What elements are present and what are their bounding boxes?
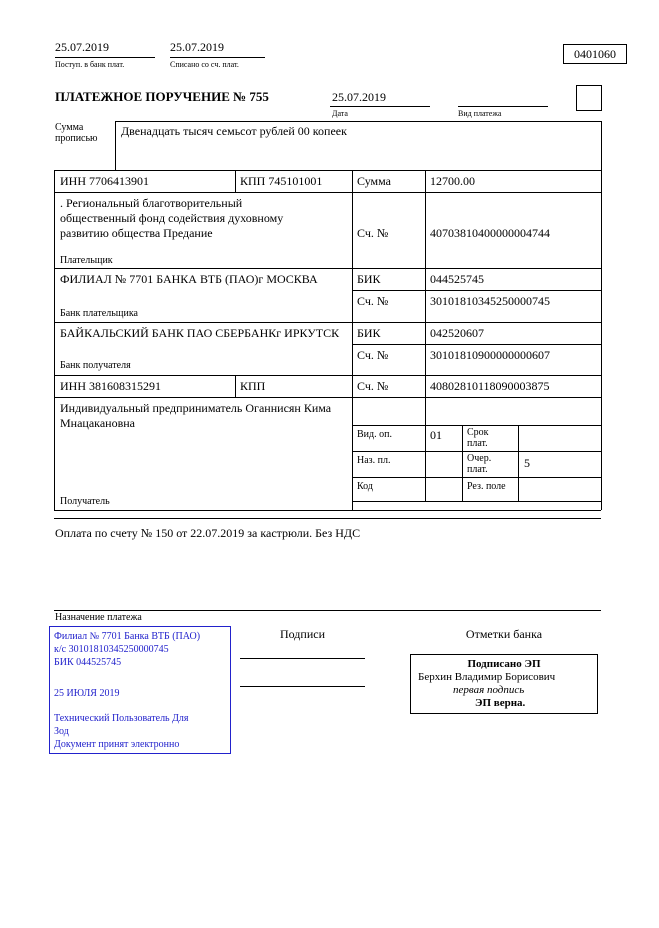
signature-line bbox=[240, 686, 365, 687]
amount-label: Сумма bbox=[357, 174, 391, 188]
pay-term-label: Срок плат. bbox=[467, 427, 489, 449]
debited-from-account-label: Списано со сч. плат. bbox=[170, 60, 239, 69]
table-border-line bbox=[54, 322, 601, 323]
table-border-line bbox=[352, 344, 601, 345]
ep-signer-role: первая подпись bbox=[453, 684, 525, 696]
debited-from-account-date: 25.07.2019 bbox=[170, 40, 224, 54]
code-label: Код bbox=[357, 481, 373, 492]
payer-bank-account: 30101810345250000745 bbox=[430, 294, 550, 308]
document-date: 25.07.2019 bbox=[332, 90, 386, 104]
payee-bank-account: 30101810900000000607 bbox=[430, 348, 550, 362]
payment-kind-underline bbox=[458, 106, 548, 107]
amount-value: 12700.00 bbox=[430, 174, 475, 188]
document-title: ПЛАТЕЖНОЕ ПОРУЧЕНИЕ № 755 bbox=[55, 89, 269, 104]
purpose-bottom-line bbox=[54, 610, 601, 611]
payee-bank-bik: 042520607 bbox=[430, 326, 484, 340]
table-border-line bbox=[54, 375, 601, 376]
purpose-code-label: Наз. пл. bbox=[357, 455, 391, 466]
table-border-line bbox=[54, 170, 55, 510]
stamp-line: БИК 044525745 bbox=[54, 657, 122, 668]
op-kind-label: Вид. оп. bbox=[357, 429, 392, 440]
electronic-signature-box bbox=[410, 654, 598, 714]
op-kind-value: 01 bbox=[430, 428, 442, 442]
payee-bank-section-label: Банк получателя bbox=[60, 360, 131, 371]
document-date-underline bbox=[330, 106, 430, 107]
received-in-bank-date: 25.07.2019 bbox=[55, 40, 109, 54]
table-border-line bbox=[235, 375, 236, 397]
bank-electronic-stamp bbox=[49, 626, 231, 754]
table-border-line bbox=[352, 501, 601, 502]
payee-section-label: Получатель bbox=[60, 496, 110, 507]
table-border-line bbox=[601, 121, 602, 510]
table-border-line bbox=[352, 425, 601, 426]
payment-purpose-text: Оплата по счету № 150 от 22.07.2019 за кастрюли. Без НДС bbox=[55, 526, 361, 540]
payer-kpp: КПП 745101001 bbox=[240, 174, 323, 188]
payee-bank-name: БАЙКАЛЬСКИЙ БАНК ПАО СБЕРБАНКг ИРКУТСК bbox=[60, 326, 340, 340]
table-border-line bbox=[54, 170, 601, 171]
payment-purpose-label: Назначение платежа bbox=[55, 612, 142, 623]
form-code: 0401060 bbox=[574, 47, 616, 61]
payer-account-label: Сч. № bbox=[357, 226, 389, 240]
ep-signed-title: Подписано ЭП bbox=[467, 658, 541, 670]
payee-name: Индивидуальный предприниматель Оганнисян Кима Мнацакановна bbox=[60, 401, 332, 430]
table-border-line bbox=[54, 268, 601, 269]
table-border-line bbox=[352, 290, 601, 291]
payment-kind-box bbox=[576, 85, 602, 111]
payment-kind-label: Вид платежа bbox=[458, 109, 502, 118]
amount-in-words-value: Двенадцать тысяч семьсот рублей 00 копеек bbox=[121, 124, 347, 138]
payer-bank-name: ФИЛИАЛ № 7701 БАНКА ВТБ (ПАО)г МОСКВА bbox=[60, 272, 318, 286]
stamp-line: Технический Пользователь Для bbox=[54, 713, 189, 724]
table-border-line bbox=[425, 170, 426, 501]
payer-bank-bik: 044525745 bbox=[430, 272, 484, 286]
ep-verdict: ЭП верна. bbox=[475, 697, 526, 709]
payer-bank-account-label: Сч. № bbox=[357, 294, 389, 308]
ep-signer-name: Берхин Владимир Борисович bbox=[418, 671, 556, 683]
payee-inn: ИНН 381608315291 bbox=[60, 379, 161, 393]
table-border-line bbox=[518, 425, 519, 501]
table-border-line bbox=[352, 477, 601, 478]
payee-account-label: Сч. № bbox=[357, 379, 389, 393]
payer-inn: ИНН 7706413901 bbox=[60, 174, 149, 188]
payer-name: . Региональный благотворительный общественный фонд содействия духовному развитию общества Предание bbox=[60, 196, 284, 240]
payer-bank-bik-label: БИК bbox=[357, 272, 381, 286]
table-border-line bbox=[462, 425, 463, 501]
reserve-field-label: Рез. поле bbox=[467, 481, 506, 492]
table-border-line bbox=[54, 397, 601, 398]
payee-bank-bik-label: БИК bbox=[357, 326, 381, 340]
signature-line bbox=[240, 658, 365, 659]
payee-kpp-label: КПП bbox=[240, 379, 266, 393]
purpose-area-top-line bbox=[54, 518, 601, 519]
table-border-line bbox=[235, 170, 236, 192]
payer-section-label: Плательщик bbox=[60, 255, 113, 266]
payer-bank-section-label: Банк плательщика bbox=[60, 308, 138, 319]
payer-account: 40703810400000004744 bbox=[430, 226, 550, 240]
amount-box-top-border bbox=[115, 121, 601, 122]
table-border-line bbox=[352, 170, 353, 510]
received-in-bank-label: Поступ. в банк плат. bbox=[55, 60, 125, 69]
stamp-line: Филиал № 7701 Банка ВТБ (ПАО) bbox=[54, 631, 201, 642]
stamp-line: 25 ИЮЛЯ 2019 bbox=[54, 688, 120, 699]
priority-value: 5 bbox=[524, 456, 530, 470]
table-border-line bbox=[54, 192, 601, 193]
received-date-underline bbox=[55, 57, 155, 58]
stamp-line: Зод bbox=[54, 726, 69, 737]
amount-in-words-label: Сумма прописью bbox=[55, 122, 98, 144]
priority-label: Очер. плат. bbox=[467, 453, 492, 475]
form-code-box bbox=[563, 44, 627, 64]
table-bottom-border bbox=[54, 510, 601, 511]
debited-date-underline bbox=[170, 57, 265, 58]
table-border-line bbox=[352, 451, 601, 452]
signatures-label: Подписи bbox=[279, 627, 326, 641]
payee-bank-account-label: Сч. № bbox=[357, 348, 389, 362]
payee-account: 40802810118090003875 bbox=[430, 379, 550, 393]
stamp-line: Документ принят электронно bbox=[54, 739, 180, 750]
document-date-label: Дата bbox=[332, 109, 348, 118]
bank-marks-label: Отметки банка bbox=[465, 627, 543, 641]
stamp-line: к/с 30101810345250000745 bbox=[54, 644, 169, 655]
amount-box-left-border bbox=[115, 121, 116, 170]
